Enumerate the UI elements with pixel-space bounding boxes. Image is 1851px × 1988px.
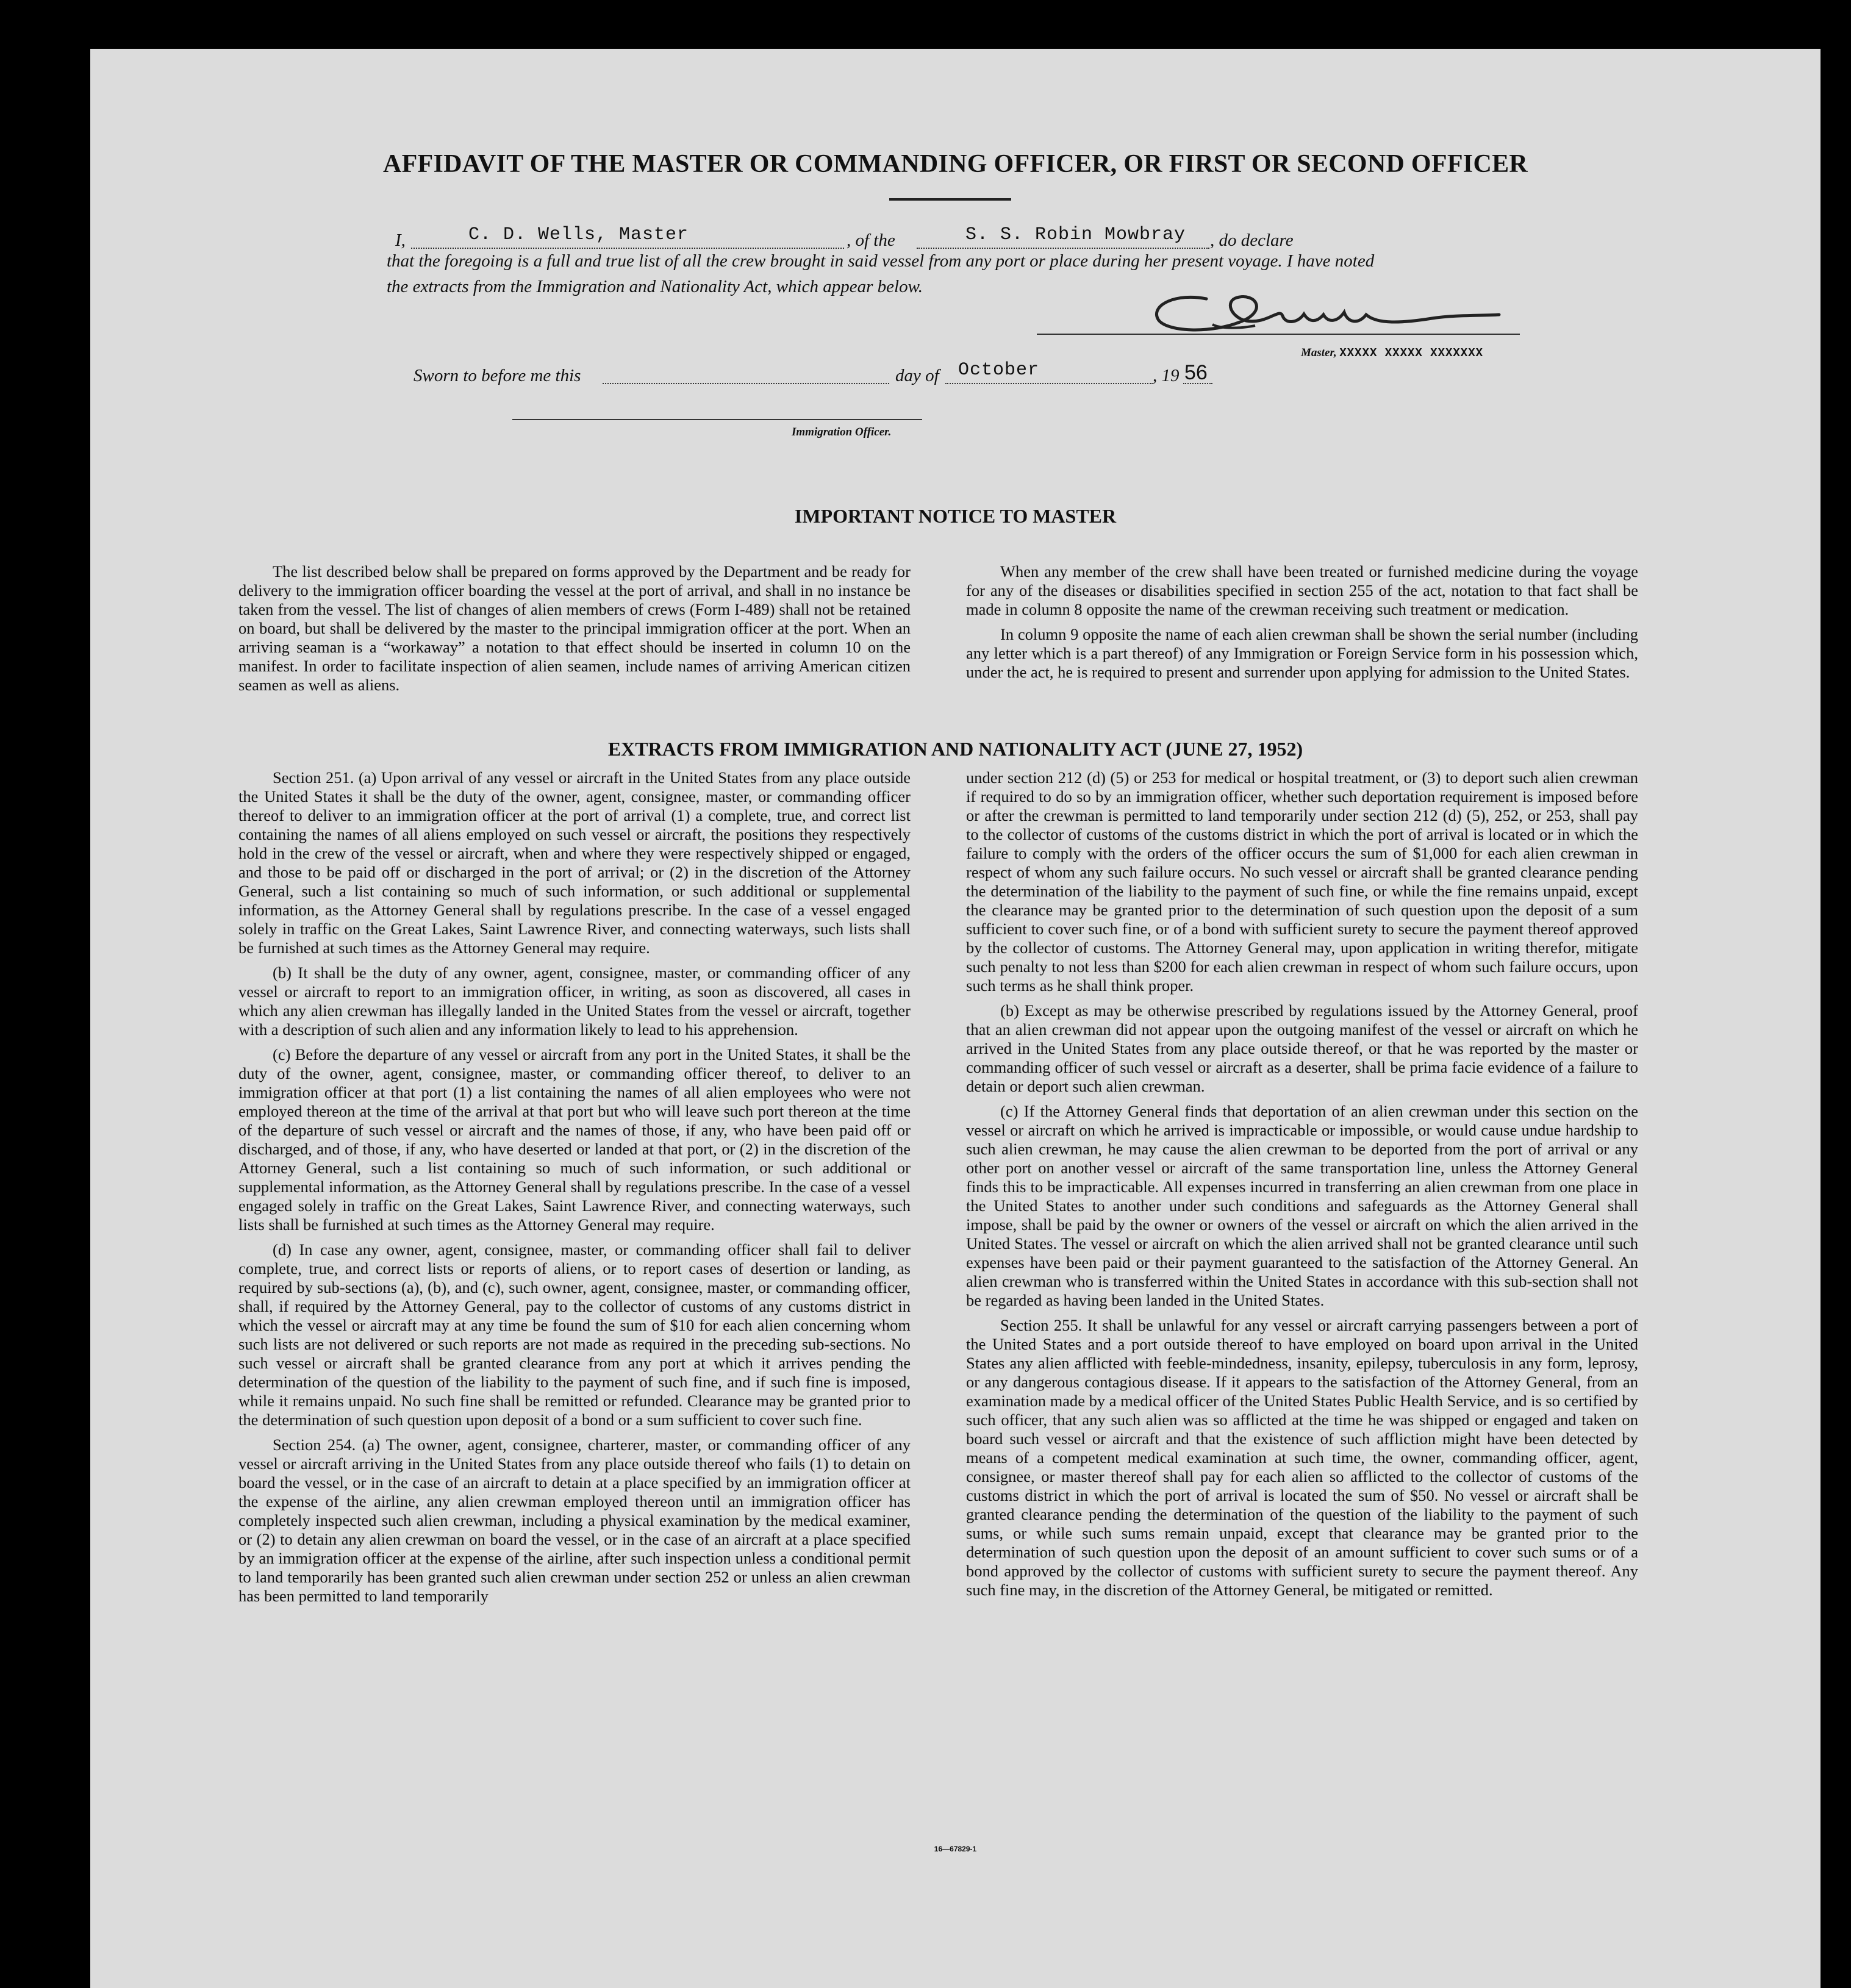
title-underline	[889, 198, 1011, 201]
day-field-line[interactable]	[603, 383, 889, 384]
extracts-left-column	[238, 768, 911, 1612]
document-page	[90, 49, 1821, 1988]
section-251-d: (d) In case any owner, agent, consignee, master, or commanding officer shall fail to deliver complete, true, and correct lists or reports of aliens, or to report cases of desertion or landing, as required by sub-sections (a), (b), and (c), such owner, agent, consignee, master, or commanding officer, shall, if required by the Attorney General, pay to the collector of customs of any customs district in which the vessel or aircraft may at any time be found the sum of $10 for each alien concerning whom such lists are not delivered or such reports are not made as required in the preceding sub-sections. No such vessel or aircraft shall be granted clearance from any port at which it arrives pending the determination of the question of the liability to the payment of such fine, and if such fine is imposed, while it remains unpaid. No such fine shall be remitted or refunded. Clearance may be granted prior to the determination of such question upon deposit of a bond or a sum sufficient to cover such fine.	[238, 1240, 911, 1429]
name-field-line	[411, 248, 844, 249]
sworn-line	[414, 360, 1389, 387]
notice-right-column	[966, 562, 1638, 688]
immigration-officer-caption: Immigration Officer.	[792, 426, 892, 438]
page-title: AFFIDAVIT OF THE MASTER OR COMMANDING OFFICER, OR FIRST OR SECOND OFFICER	[382, 150, 1528, 178]
section-251-c: (c) Before the departure of any vessel or aircraft from any port in the United States, it shall be the duty of the owner, agent, consignee, master, or commanding officer thereof, to deliver to an immigration officer at that port (1) a list containing the names of all alien employees who were not employed thereon at the time of the arrival at that port but who will leave such port thereon at the time of the departure of such vessel or aircraft and the names of those, if any, who have been paid off or discharged, and of those, if any, who have deserted or landed at that port, or (2) in the discretion of the Attorney General, such a list containing so much of such information, or such additional or supplemental information, as the Attorney General shall by regulations prescribe. In the case of a vessel engaged solely in traffic on the Great Lakes, Saint Lawrence River, and connecting waterways, such lists shall be furnished at such times as the Attorney General may require.	[238, 1045, 911, 1234]
master-caption-label: Master,	[1301, 346, 1340, 359]
vessel-field-line	[917, 248, 1209, 249]
day-of-label: day of	[895, 366, 939, 385]
do-declare-label: , do declare	[1210, 231, 1294, 250]
immigration-officer-line[interactable]	[512, 419, 922, 420]
master-name-field[interactable]: C. D. Wells, Master	[468, 224, 689, 245]
section-254-c: (c) If the Attorney General finds that deportation of an alien crewman under this section on the vessel or aircraft on which he arrived is impracticable or impossible, or would cause undue hardship to such alien crewman, he may cause the alien crewman to be deported from the port of arrival or any other port on another vessel or aircraft of the same transportation line, unless the Attorney General finds this to be impracticable. All expenses incurred in transferring an alien crewman from one place in the United States to another under such conditions and safeguards as the Attorney General shall impose, shall be paid by the owner or owners of the vessel or aircraft on which the alien arrived in the United States. The vessel or aircraft on which the alien arrived shall not be granted clearance until such expenses have been paid or their payment guaranteed to the satisfaction of the Attorney General. An alien crewman who is transferred within the United States in accordance with this sub-section shall not be regarded as having been landed in the United States.	[966, 1102, 1638, 1309]
vessel-name-field[interactable]: S. S. Robin Mowbray	[965, 224, 1186, 245]
section-251-b: (b) It shall be the duty of any owner, agent, consignee, master, or commanding officer of any vessel or aircraft to report to an immigration officer, in writing, as soon as discovered, all cases in which any alien crewman has illegally landed in the United States from the vessel or aircraft, together with a description of such alien and any information likely to lead to his apprehension.	[238, 964, 911, 1039]
notice-right-paragraph-2: In column 9 opposite the name of each alien crewman shall be shown the serial number (including any letter which is a part thereof) of any Immigration or Foreign Service form in his possession which, under the act, he is required to present and surrender upon applying for admission to the United States.	[966, 625, 1638, 681]
year-field[interactable]: 56	[1184, 361, 1208, 384]
notice-left-paragraph: The list described below shall be prepared on forms approved by the Department and be ready for delivery to the immigration officer boarding the vessel at the port of arrival, and shall in no instance be taken from the vessel. The list of changes of alien members of crews (Form I-489) shall not be retained on board, but shall be delivered by the master to the principal immigration officer at the port. When an arriving seaman is a “workaway” a notation to that effect should be inserted in column 10 on the manifest. In order to facilitate inspection of alien seamen, include names of arriving American citizen seamen as well as aliens.	[238, 562, 911, 694]
extracts-right-column	[966, 768, 1638, 1606]
form-number: 16—67829-1	[934, 1845, 977, 1853]
section-254-a: Section 254. (a) The owner, agent, consignee, charterer, master, or commanding officer of any vessel or aircraft arriving in the United States from any place outside thereof who fails (1) to detain on board the vessel, or in the case of an aircraft to detain at a place specified by an immigration officer at the expense of the airline, any alien crewman employed thereon until an immigration officer has completely inspected such alien crewman, including a physical examination by the medical examiner, or (2) to detain any alien crewman on board the vessel, or in the case of an aircraft at a place specified by an immigration officer at the expense of the airline, after such inspection unless a conditional permit to land temporarily has been granted such alien crewman under section 252 or unless an alien crewman has been permitted to land temporarily	[238, 1436, 911, 1605]
extracts-heading: EXTRACTS FROM IMMIGRATION AND NATIONALITY ACT (JUNE 27, 1952)	[607, 738, 1303, 760]
of-the-label: , of the	[847, 231, 895, 250]
notice-heading: IMPORTANT NOTICE TO MASTER	[794, 505, 1117, 527]
declaration-line-1	[395, 224, 1609, 251]
notice-right-paragraph-1: When any member of the crew shall have been treated or furnished medicine during the voyage for any of the diseases or disabilities specified in section 255 of the act, notation to that fact shall be made in column 8 opposite the name of the crewman receiving such treatment or medication.	[966, 562, 1638, 618]
signature-line	[1037, 334, 1520, 335]
master-signature	[1115, 281, 1530, 348]
struck-officer-text: XXXXX XXXXX XXXXXXX	[1339, 346, 1483, 360]
month-field[interactable]: October	[958, 360, 1040, 381]
signature-caption	[1301, 346, 1483, 360]
year-prefix-label: , 19	[1153, 366, 1180, 385]
sworn-prefix: Sworn to before me this	[414, 366, 581, 385]
section-251-a: Section 251. (a) Upon arrival of any vessel or aircraft in the United States from any place outside the United States it shall be the duty of the owner, agent, consignee, master, or commanding officer thereof to deliver to an immigration officer at the port of arrival (1) a complete, true, and correct list containing the names of all aliens employed on such vessel or aircraft, the positions they respectively hold in the crew of the vessel or aircraft, when and where they were respectively shipped or engaged, and those to be paid off or discharged in the port of arrival; or (2) in the discretion of the Attorney General, such a list containing so much of such information, or such additional or supplemental information, as the Attorney General shall by regulations prescribe. In the case of a vessel engaged solely in traffic on the Great Lakes, Saint Lawrence River, and connecting waterways, such lists shall be furnished at such times as the Attorney General may require.	[238, 768, 911, 957]
declaration-line-2: that the foregoing is a full and true list of all the crew brought in said vessel from any port or place during her present voyage. I have noted	[387, 251, 1375, 271]
section-254-b: (b) Except as may be otherwise prescribed by regulations issued by the Attorney General, proof that an alien crewman did not appear upon the outgoing manifest of the vessel or aircraft on which he arrived in the United States from any place outside thereof, or that he was reported by the master or commanding officer of such vessel or aircraft as a deserter, shall be prima facie evidence of a failure to detain or deport such alien crewman.	[966, 1001, 1638, 1095]
month-field-line	[945, 383, 1153, 384]
section-254-a-continued: under section 212 (d) (5) or 253 for medical or hospital treatment, or (3) to deport such alien crewman if required to do so by an immigration officer, whether such deportation requirement is imposed before or after the crewman is permitted to land temporarily under section 212 (d) (5), 252, or 253, shall pay to the collector of customs of the customs district in which the port of arrival is located or in which the failure to comply with the orders of the officer occurs the sum of $1,000 for each alien crewman in respect of whom any such failure occurs. No such vessel or aircraft shall be granted clearance pending the determination of the liability to the payment of such fine, or while the fine remains unpaid, except the clearance may be granted prior to the determination of such question upon the deposit of a sum sufficient to cover such fine, or of a bond with sufficient surety to secure the payment thereof approved by the collector of customs. The Attorney General may, upon application in writing therefor, mitigate such penalty to not less than $200 for each alien crewman in respect of whom such failure occurs, upon such terms as he shall think proper.	[966, 768, 1638, 995]
notice-left-column	[238, 562, 911, 701]
declaration-line-3: the extracts from the Immigration and Nationality Act, which appear below.	[387, 277, 923, 296]
declaration-prefix: I,	[395, 231, 406, 250]
section-255: Section 255. It shall be unlawful for any vessel or aircraft carrying passengers between a port of the United States and a port outside thereof to have employed on board upon arrival in the United States any alien afflicted with feeble-mindedness, insanity, epilepsy, tuberculosis in any form, leprosy, or any dangerous contagious disease. If it appears to the satisfaction of the Attorney General, from an examination made by a medical officer of the United States Public Health Service, and is so certified by such officer, that any such alien was so afflicted at the time he was shipped or engaged and taken on board such vessel or aircraft and that the existence of such affliction might have been detected by means of a competent medical examination at such time, the owner, commanding officer, agent, consignee, or master thereof shall pay for each alien so afflicted to the collector of customs of the customs district in which the port of arrival is located the sum of $50. No vessel or aircraft shall be granted clearance pending the determination of the question of the liability to the payment of such sums, or while such sums remain unpaid, except that clearance may be granted prior to the determination of such question upon the deposit of an amount sufficient to cover such sums or of a bond approved by the collector of customs with sufficient surety to secure the payment thereof. Any such fine may, in the discretion of the Attorney General, be mitigated or remitted.	[966, 1316, 1638, 1599]
